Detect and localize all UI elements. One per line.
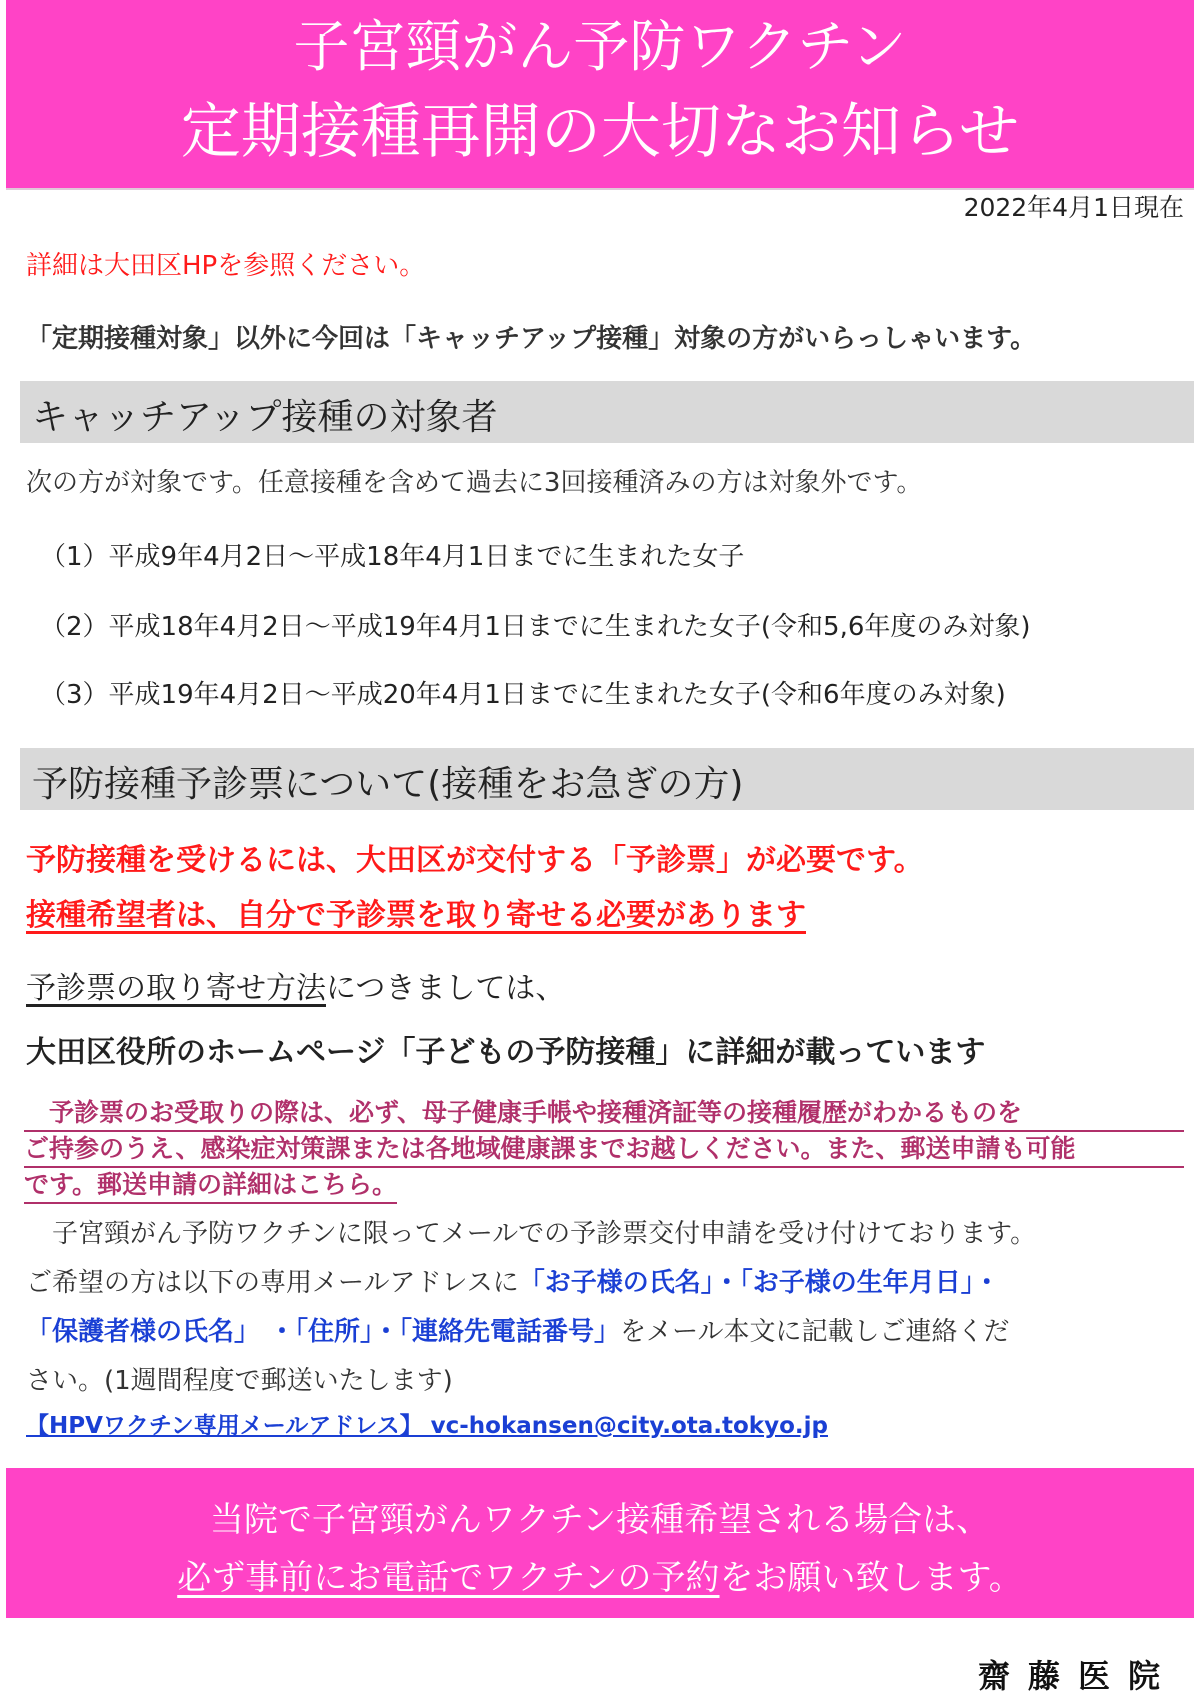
request-method-link[interactable]: 予診票の取り寄せ方法: [26, 971, 326, 1006]
catchup-description: 次の方が対象です。任意接種を含めて過去に3回接種済みの方は対象外です。: [26, 468, 923, 498]
intro-text: 「定期接種対象」以外に今回は「キャッチアップ接種」対象の方がいらっしゃいます。: [26, 324, 1037, 354]
title-line-1: 子宮頸がん予防ワクチン: [293, 15, 907, 80]
mail-application-paragraph: [26, 1210, 1186, 1406]
reservation-line-2: [6, 1550, 1194, 1599]
list-item: （1）平成9年4月2日～平成18年4月1日までに生まれた女子: [40, 542, 745, 572]
as-of-date: 2022年4月1日現在: [963, 193, 1184, 222]
reservation-banner: [6, 1468, 1194, 1618]
clinic-name: 齋藤医院: [977, 1657, 1178, 1695]
mail-line-2: [26, 1259, 1186, 1308]
hp-reference-notice: 詳細は大田区HPを参照ください。: [26, 251, 426, 281]
request-method-rest: につきましては、: [326, 971, 566, 1006]
title-line-2: 定期接種再開の大切なお知らせ: [180, 97, 1020, 167]
mail-line-3-text: をメール本文に記載しご連絡くだ: [620, 1317, 1010, 1347]
hpv-email-address-link[interactable]: 【HPVワクチン専用メールアドレス】 vc-hokansen@city.ota.tokyo.jp: [26, 1413, 828, 1439]
mail-line-1: 子宮頸がん予防ワクチンに限ってメールでの予診票交付申請を受け付けております。: [26, 1219, 1037, 1249]
section-heading-catchup: [20, 381, 1194, 443]
reservation-emphasis: 必ず事前にお電話でワクチンの予約: [177, 1558, 720, 1598]
required-fields-2: 「保護者様の氏名」 ・「住所」・「連絡先電話番号」: [26, 1317, 621, 1347]
section-heading-catchup-label: キャッチアップ接種の対象者: [32, 397, 498, 438]
pickup-notice-line: です。郵送申請の詳細はこちら。: [24, 1168, 397, 1204]
request-method-line: [26, 963, 565, 1007]
mail-line-2-text: ご希望の方は以下の専用メールアドレスに: [26, 1268, 519, 1298]
ticket-required-warning: 予防接種を受けるには、大田区が交付する「予診票」が必要です。: [26, 843, 924, 878]
mail-line-4: さい。(1週間程度で郵送いたします): [26, 1366, 453, 1396]
section-heading-ticket: [20, 748, 1194, 810]
required-fields-1: 「お子様の氏名」・「お子様の生年月日」・: [518, 1268, 1000, 1298]
list-item: （3）平成19年4月2日～平成20年4月1日までに生まれた女子(令和6年度のみ対象): [40, 680, 1006, 710]
reservation-rest: をお願い致します。: [719, 1558, 1023, 1598]
section-heading-ticket-label: 予防接種予診票について(接種をお急ぎの方): [32, 764, 744, 805]
pickup-notice-link[interactable]: [24, 1096, 1184, 1204]
ward-homepage-note: 大田区役所のホームページ「子どもの予防接種」に詳細が載っています: [26, 1035, 986, 1070]
reservation-line-1: 当院で子宮頸がんワクチン接種希望される場合は、: [209, 1500, 991, 1540]
self-request-warning: 接種希望者は、自分で予診票を取り寄せる必要があります: [26, 898, 806, 933]
pickup-notice-line: 予診票のお受取りの際は、必ず、母子健康手帳や接種済証等の接種履歴がわかるものを: [24, 1096, 1184, 1132]
list-item: （2）平成18年4月2日～平成19年4月1日までに生まれた女子(令和5,6年度のみ対象): [40, 612, 1031, 642]
mail-line-3: [26, 1308, 1186, 1357]
title-banner: [6, 0, 1194, 190]
pickup-notice-line: ご持参のうえ、感染症対策課または各地域健康課までお越しください。また、郵送申請も可能: [24, 1132, 1184, 1168]
